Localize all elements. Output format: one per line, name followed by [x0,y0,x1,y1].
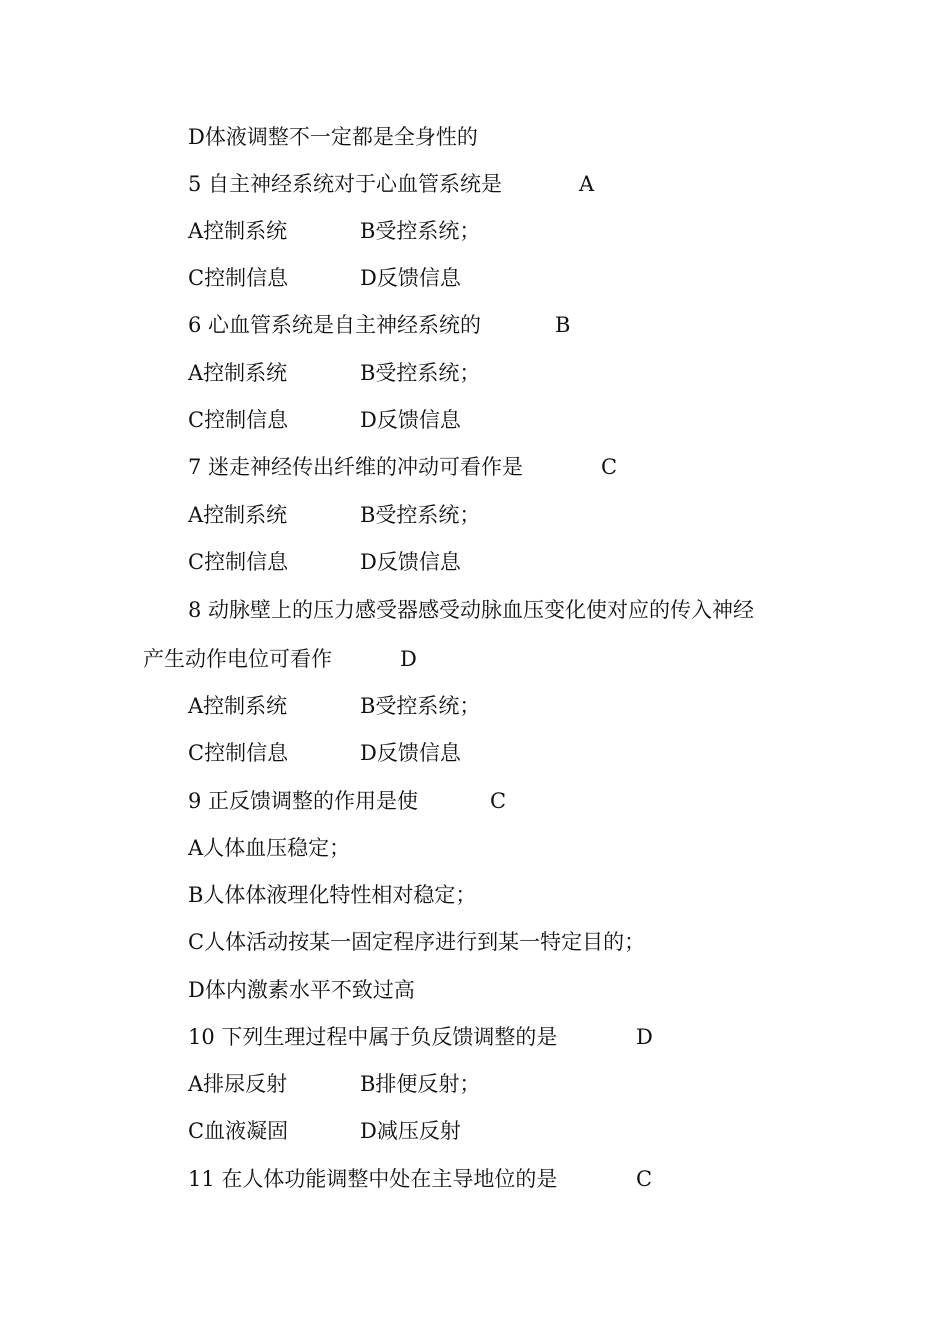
option-b: B受控系统； [360,503,481,527]
answer-letter: D [400,647,417,671]
option-a: A控制系统 [188,219,288,243]
question-text: 7 迷走神经传出纤维的冲动可看作是 [188,455,524,479]
question-8-continued [143,646,417,672]
question-11 [188,1166,653,1192]
option-c: C血液凝固 [188,1119,289,1143]
question-text: 产生动作电位可看作 [143,647,332,671]
option-b: B排便反射； [360,1072,481,1096]
option-a: A控制系统 [188,694,288,718]
option-b: B受控系统； [360,219,481,243]
option-a: A控制系统 [188,361,288,385]
option-row [188,502,481,528]
option-row [188,1118,461,1144]
answer-letter: C [490,789,507,813]
option-row [188,740,461,766]
option-row [188,407,461,433]
option-d: D反馈信息 [360,550,461,574]
answer-letter: D [636,1025,653,1049]
option-row [188,265,461,291]
option-d: D减压反射 [360,1119,461,1143]
option-c: C人体活动按某一固定程序进行到某一特定目的； [188,930,646,954]
option-row [188,1071,481,1097]
option-row [188,360,481,386]
question-9 [188,788,507,814]
option-c: C控制信息 [188,741,289,765]
option-row [188,549,461,575]
option-text: D体液调整不一定都是全身性的 [188,125,478,149]
question-text: 6 心血管系统是自主神经系统的 [188,313,482,337]
option-d: D反馈信息 [360,266,461,290]
option-row [188,693,481,719]
option-c: C控制信息 [188,550,289,574]
option-d: D反馈信息 [360,741,461,765]
question-5 [188,171,595,197]
option-b: B人体体液理化特性相对稳定； [188,883,477,907]
option-a: A人体血压稳定； [188,836,351,860]
question-6 [188,312,571,338]
option-a: A排尿反射 [188,1072,288,1096]
question-text: 11 在人体功能调整中处在主导地位的是 [188,1167,558,1191]
question-text: 5 自主神经系统对于心血管系统是 [188,172,503,196]
option-d: D反馈信息 [360,408,461,432]
question-10 [188,1024,653,1050]
question-text: 10 下列生理过程中属于负反馈调整的是 [188,1025,558,1049]
answer-letter: B [555,313,571,337]
option-row [188,218,481,244]
answer-letter: C [601,455,618,479]
option-a: A控制系统 [188,503,288,527]
question-7 [188,454,618,480]
answer-letter: C [636,1167,653,1191]
question-text: 9 正反馈调整的作用是使 [188,789,419,813]
option-d: D体内激素水平不致过高 [188,978,415,1002]
answer-letter: A [579,172,595,196]
option-c: C控制信息 [188,408,289,432]
option-b: B受控系统； [360,361,481,385]
option-c: C控制信息 [188,266,289,290]
option-b: B受控系统； [360,694,481,718]
question-8: 8 动脉壁上的压力感受器感受动脉血压变化使对应的传入神经 [188,598,755,622]
